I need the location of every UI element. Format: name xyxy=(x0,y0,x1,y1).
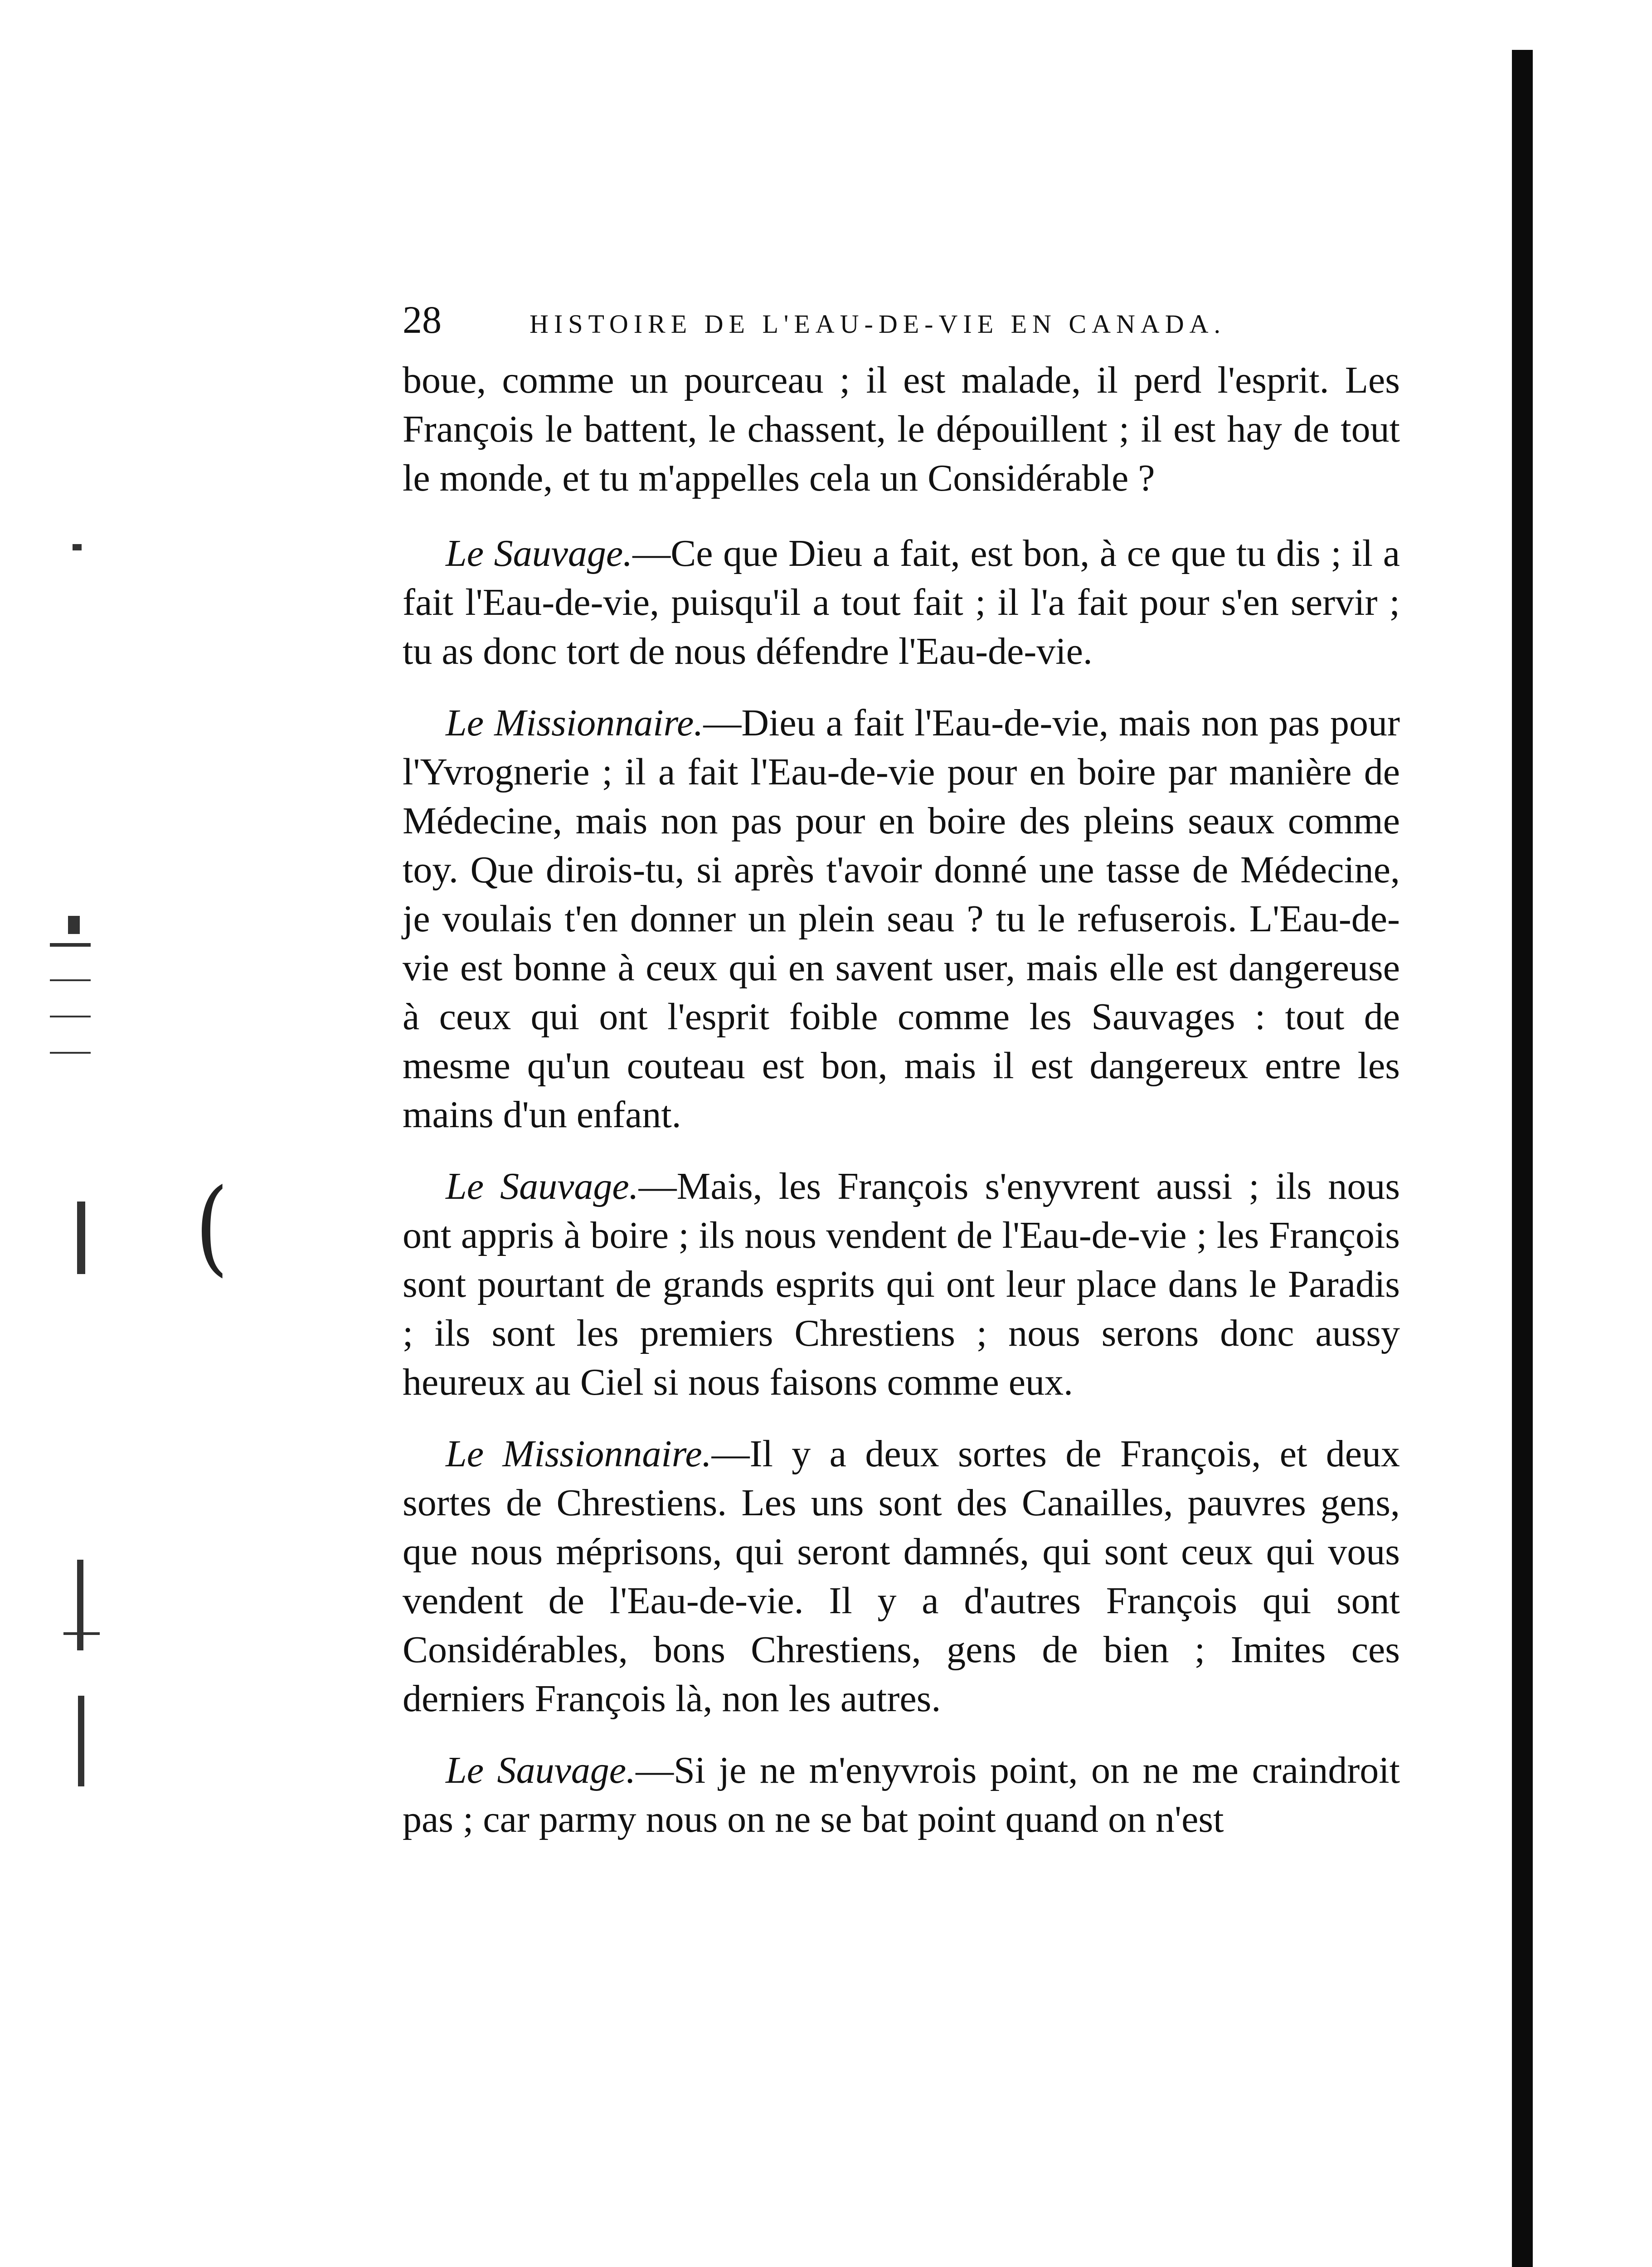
speaker-label: Le Sauvage. xyxy=(446,532,633,574)
page-number: 28 xyxy=(403,298,442,341)
paragraph-text: —Si je ne m'enyvrois point, on ne me craindroit pas ; car parmy nous on ne se bat point quand on n'est xyxy=(403,1749,1400,1840)
running-header xyxy=(403,297,1400,351)
paragraph-1 xyxy=(403,356,1400,503)
speaker-label: Le Sauvage. xyxy=(446,1749,636,1791)
margin-bleed-marks xyxy=(45,544,104,1904)
paragraph-6 xyxy=(403,1746,1400,1844)
page-edge-shadow xyxy=(1512,50,1533,2267)
speaker-label: Le Sauvage. xyxy=(446,1165,639,1207)
paragraph-text: —Ce que Dieu a fait, est bon, à ce que tu dis ; il a fait l'Eau-de-vie, puisqu'il a tout fait ; il l'a fait pour s'en servir ; tu as donc tort de nous défendre l'Eau-de-vie. xyxy=(403,532,1400,672)
paragraph-text: —Dieu a fait l'Eau-de-vie, mais non pas pour l'Yvrognerie ; il a fait l'Eau-de-vie pour en boire par manière de Médecine, mais non pas pour en boire des pleins seaux comme toy. Que dirois-tu, si après t'avoir donné une tasse de Médecine, je voulais t'en donner un plein seau ? tu le refuserois. L'Eau-de-vie est bonne à ceux qui en savent user, mais elle est dangereuse à ceux qui ont l'esprit foible comme les Sauvages : tout de mesme qu'un couteau est bon, mais il est dangereux entre les mains d'un enfant. xyxy=(403,702,1400,1136)
paragraph-text: —Il y a deux sortes de François, et deux sortes de Chrestiens. Les uns sont des Canailles, pauvres gens, que nous méprisons, qui seront damnés, qui sont ceux qui vous vendent de l'Eau-de-vie. Il y a d'autres François qui sont Considérables, bons Chrestiens, gens de bien ; Imites ces derniers François là, non les autres. xyxy=(403,1433,1400,1720)
paragraph-text: —Mais, les François s'enyvrent aussi ; ils nous ont appris à boire ; ils nous vendent de l'Eau-de-vie ; les François sont pourtant de grands esprits qui ont leur place dans le Paradis ; ils sont les premiers Chrestiens ; nous serons donc aussy heureux au Ciel si nous faisons comme eux. xyxy=(403,1165,1400,1403)
paragraph-5 xyxy=(403,1430,1400,1723)
paragraph-2 xyxy=(403,529,1400,676)
paragraph-3 xyxy=(403,699,1400,1139)
speaker-label: Le Missionnaire. xyxy=(446,702,704,744)
page-text-block xyxy=(403,297,1400,1867)
speaker-label: Le Missionnaire. xyxy=(446,1433,712,1475)
running-title: HISTOIRE DE L'EAU-DE-VIE EN CANADA. xyxy=(530,309,1226,339)
margin-bracket-mark: ( xyxy=(195,1166,229,1287)
paragraph-4 xyxy=(403,1162,1400,1407)
paragraph-text: boue, comme un pourceau ; il est malade, il perd l'esprit. Les François le battent, le chassent, le dépouillent ; il est hay de tout le monde, et tu m'appelles cela un Considérable ? xyxy=(403,359,1400,499)
